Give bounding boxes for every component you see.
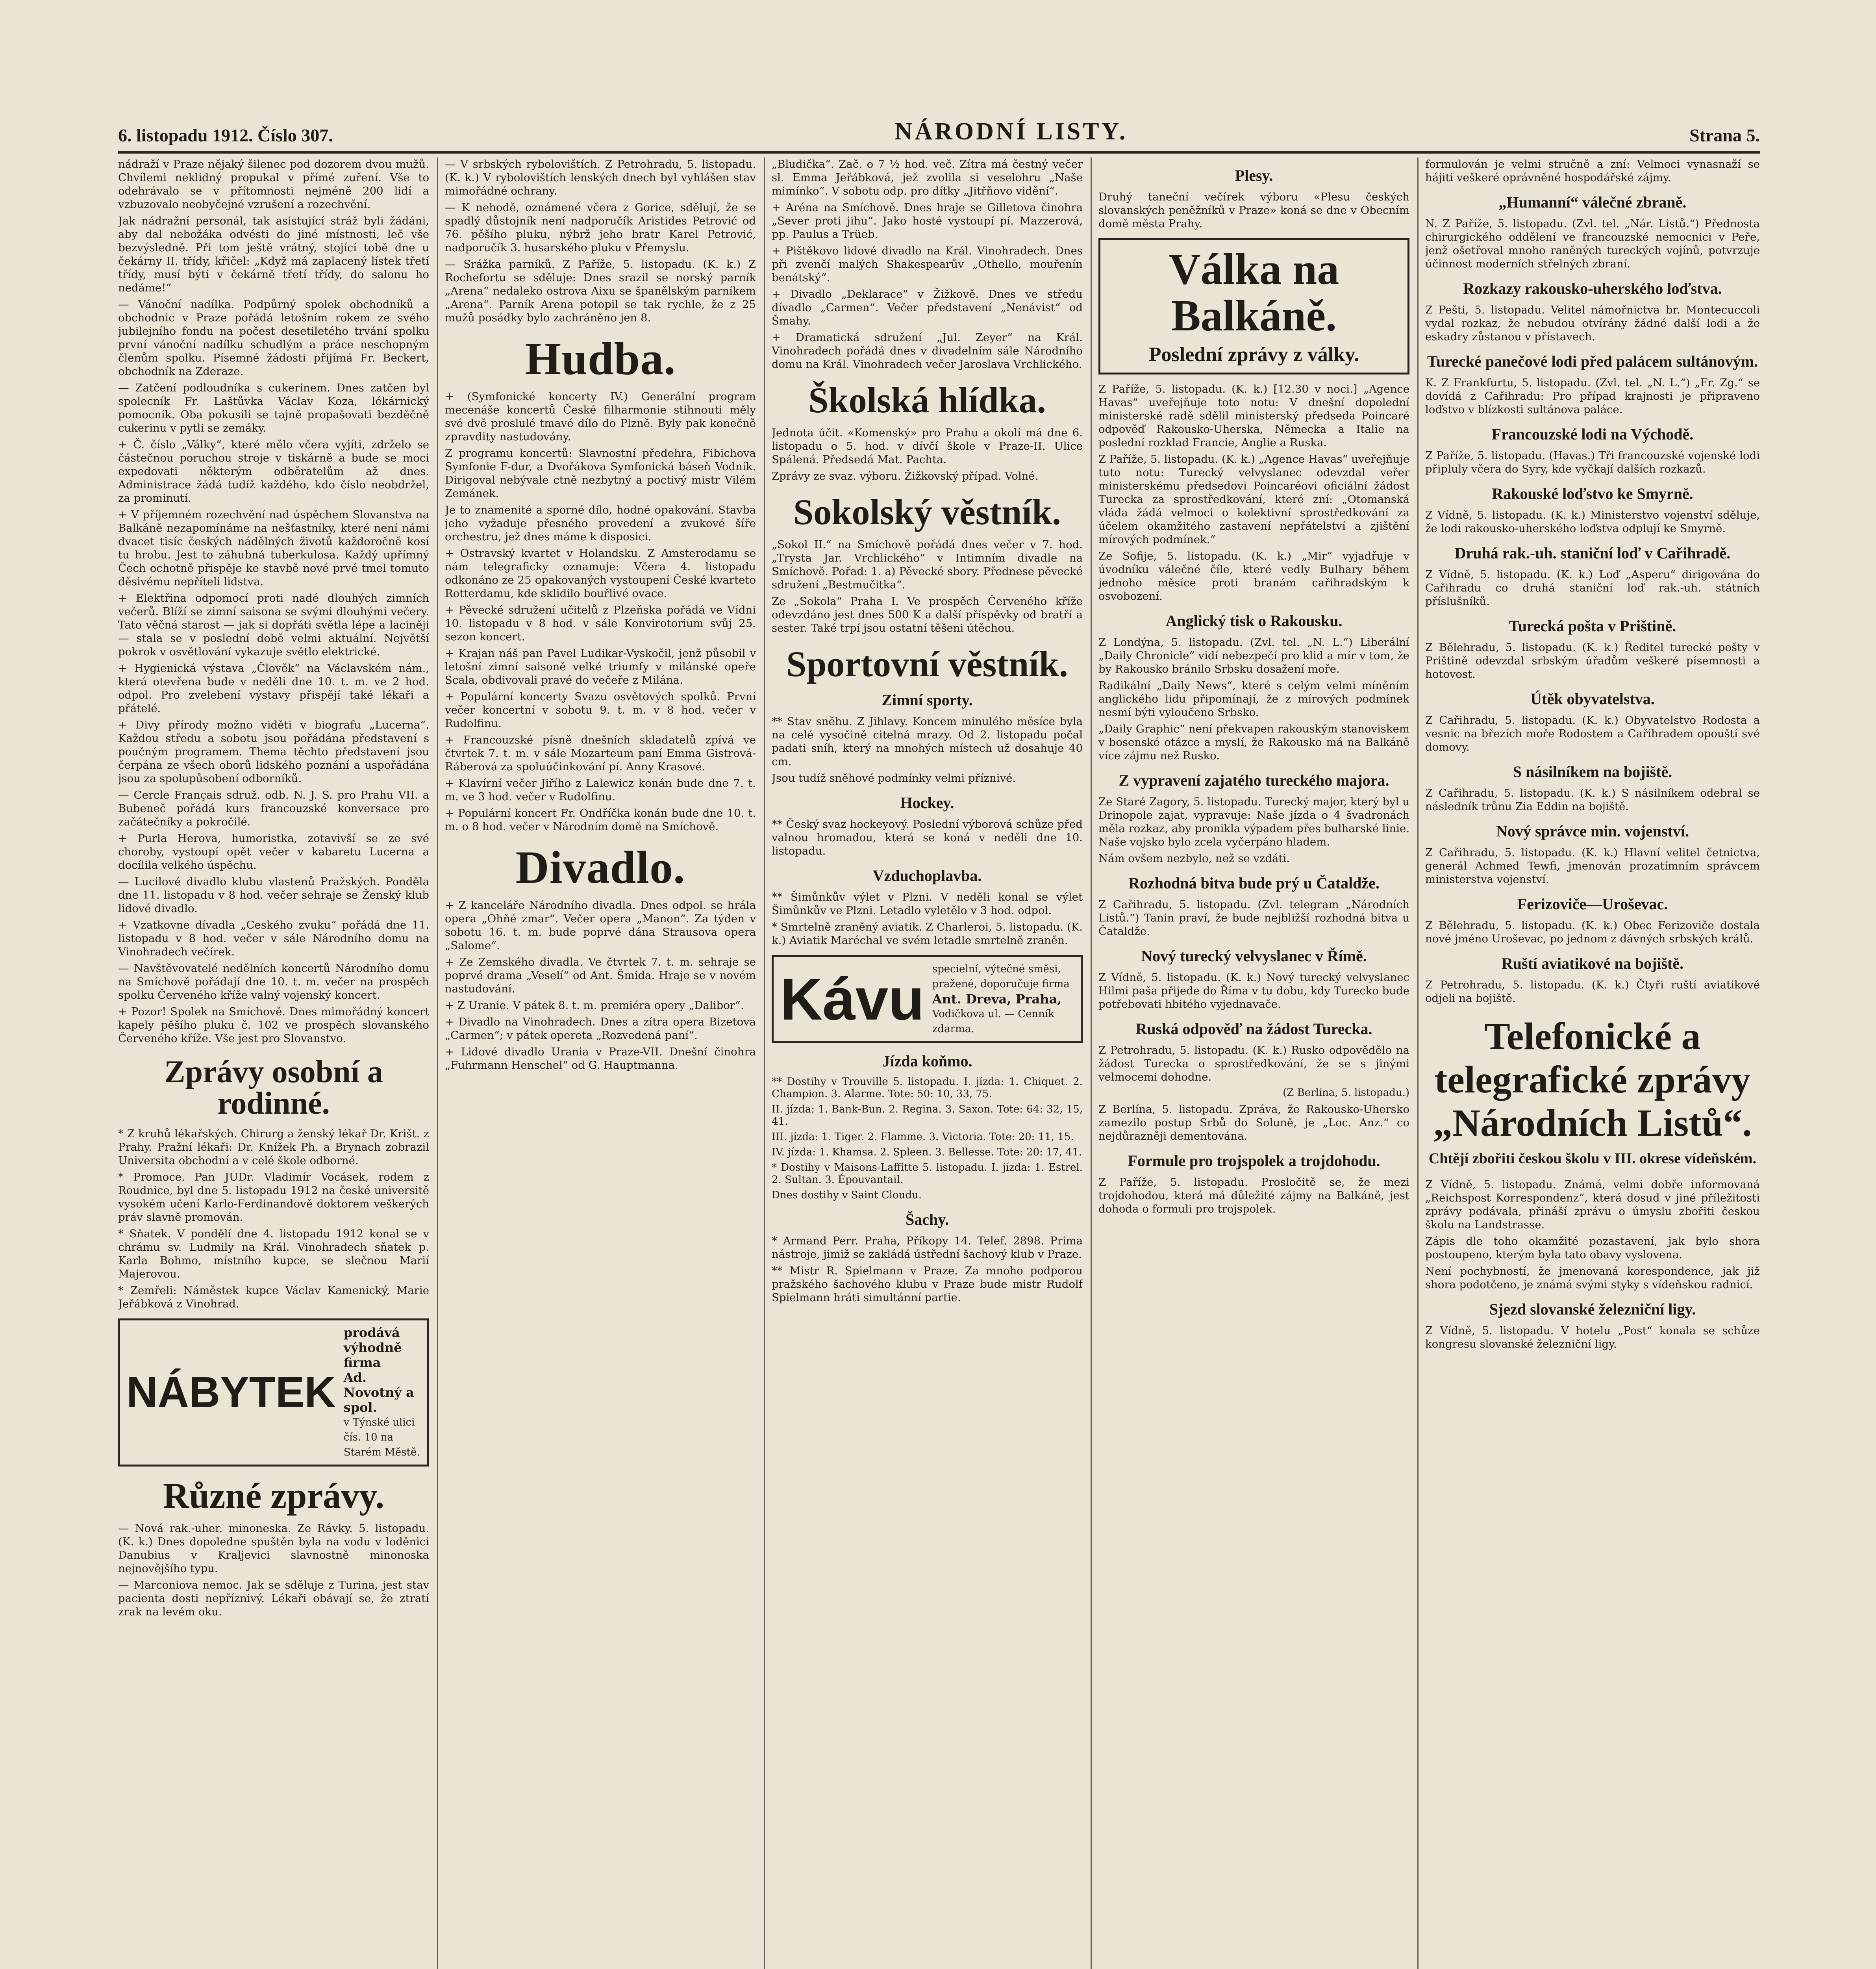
coffee-advertisement <box>772 955 1083 1043</box>
ad-text: Vodičkova ul. — Cenník zdarma. <box>932 1008 1054 1035</box>
article-paragraph: „Bludička“. Zač. o 7 ½ hod. več. Zítra má čestný večer sl. Emma Jeřábková, jež zvolila si veselohru „Naše mimínko“. V sobotu odp. pro dítky „Jitřňovo vidění“. <box>772 158 1083 197</box>
article-paragraph: + Pozor! Spolek na Smíchově. Dnes mimořádný koncert kapely pěšího pluku č. 102 ve prospěch slovanského Červeného kříže. Vše jest pro Slovanstvo. <box>118 1005 429 1045</box>
ad-text: Ad. Novotný a spol. <box>343 1370 414 1415</box>
article-paragraph: II. jízda: 1. Bank-Bun. 2. Regina. 3. Saxon. Tote: 64: 32, 15, 41. <box>772 1103 1083 1127</box>
article-paragraph: Z Paříže, 5. listopadu. Prosločitě se, že mezi trojdohodou, která má důležité zájmy na Balkáně, jest dohoda o formuli pro trojspolek. <box>1098 1176 1409 1216</box>
article-paragraph: Z Vídně, 5. listopadu. Známá, velmi dobře informovaná „Reichspost Korrespondenz“, která dosud v jiné příležitosti zprávy podávala, přináší zprávu o úmyslu zbořiti českou školu na Landstrasse. <box>1425 1178 1760 1231</box>
article-paragraph: Z Paříže, 5. listopadu. (K. k.) „Agence Havas“ uveřejňuje tuto notu: Turecký velvyslanec odevzdal veřer ministerskému předsedovi Poincaréovi oficiální žádost Turecka za sprostředkování, které zní: „Otomanská vláda žádá velmoci o kolektivní sprostředkování za účelem okamžitého zastavení nepřátelství a zjištění mírových podmínek.“ <box>1098 453 1409 546</box>
war-headline: Válka na Balkáně. <box>1169 245 1339 340</box>
subheading: Francouzské lodi na Východě. <box>1491 425 1694 443</box>
article-paragraph: Z Petrohradu, 5. listopadu. (K. k.) Rusko odpovědělo na žádost Turecka o sprostředkování, že se s jinými velmocemi dohodne. <box>1098 1044 1409 1084</box>
article-paragraph: + Pěvecké sdružení učitelů z Plzeňska pořádá ve Vídni 10. listopadu v 8 hod. v sále Konvirotorium svůj 25. sezon koncert. <box>445 604 756 643</box>
article-paragraph: Z Cařihradu, 5. listopadu. (Zvl. telegram „Národních Listů.“) Tanin praví, že bude nejbližší rozhodná bitva u Čataldže. <box>1098 898 1409 938</box>
article-paragraph: Z Paříže, 5. listopadu. (K. k.) [12.30 v noci.] „Agence Havas“ uveřejňuje toto notu: V dnešní dopolední ministerské radě sdělil ministerský předseda Poincaré odpověď Rakousko-Uherska, Německa a Italie na poslední rozklad Francie, Anglie a Ruska. <box>1098 383 1409 449</box>
ad-text: specielní, výtečné směsi, pražené, doporučuje firma <box>932 963 1070 990</box>
subheading: Šachy. <box>905 1211 949 1228</box>
article-paragraph: Zápis dle toho okamžité pozastavení, jak bylo shora postoupeno, kterým byla tato obavy vyslovena. <box>1425 1235 1760 1261</box>
article-paragraph: Druhý taneční večírek výboru «Plesu českých slovanských peněžníků v Praze» koná se dne v Obecním domě města Prahy. <box>1098 191 1409 230</box>
section-heading-misc: Různé zprávy. <box>163 1476 385 1516</box>
article-paragraph: Ze „Sokola“ Praha I. Ve prospěch Červeného kříže odevzdáno jest dnes 500 K a další příspěvky od bratří a sester. Také trpí jsou ostatní těšeni útěchou. <box>772 595 1083 634</box>
article-paragraph: — Srážka parníků. Z Paříže, 5. listopadu. (K. k.) Z Rochefortu se sděluje: Dnes srazil se norský parník „Arena“ nedaleko ostrova Aixu se španělským parníkem „Arena“. Parník Arena potopil se tak rychle, že z 25 mužů posádky bylo zachráněno jen 8. <box>445 258 756 324</box>
subheading: Ferizoviče—Uroševac. <box>1517 895 1668 913</box>
article-paragraph: + Č. číslo „Války“, které mělo včera vyjíti, zdrželo se částečnou poruchou stroje v tiskárně a bude se moci expedovati některým odběratelům až dnes. Administrace žádá tudíž každého, kdo číslo neobdržel, za prominutí. <box>118 438 429 504</box>
article-paragraph: Radikální „Daily News“, které s celým velmi míněním anglického lidu připomínají, že z mírových podmínek nesmí býti vyloučeno Srbsko. <box>1098 679 1409 719</box>
column-3 <box>772 158 1083 1969</box>
telegraph-subtitle: Chtějí zbořiti českou školu v III. okrese vídeňském. <box>1428 1150 1757 1167</box>
page-number: Strana 5. <box>1689 125 1760 145</box>
article-paragraph: Z Cařihradu, 5. listopadu. (K. k.) S násilníkem odebral se následník trůnu Zia Eddin na bojiště. <box>1425 787 1760 813</box>
article-paragraph: + Ze Zemského divadla. Ve čtvrtek 7. t. m. sehraje se poprvé drama „Veselí“ od Ant. Šmida. Hraje se v novém nastudování. <box>445 956 756 995</box>
article-paragraph: Z Vídně, 5. listopadu. (K. k.) Ministerstvo vojenství sděluje, že lodi rakousko-uherského loďstva odplují ke Smyrně. <box>1425 509 1760 535</box>
column-divider <box>1091 158 1092 1969</box>
article-paragraph: — Lucilové divadlo klubu vlastenů Pražských. Ponděla dne 11. listopadu v 8 hod. večer sehraje se Ženský klub lidové divadlo. <box>118 875 429 915</box>
section-heading-theatre: Divadlo. <box>515 842 685 893</box>
subheading: Anglický tisk o Rakousku. <box>1165 612 1343 630</box>
subheading: Ruští aviatikové na bojiště. <box>1501 955 1684 972</box>
issue-date: 6. listopadu 1912. Číslo 307. <box>118 125 333 145</box>
article-paragraph: Je to znamenité a sporné dílo, hodné opakování. Stavba jeho vyžaduje přesného provedení a zvukové šíře orchestru, jež dnes máme k disposici. <box>445 504 756 543</box>
article-paragraph: Z Londýna, 5. listopadu. (Zvl. tel. „N. L.“) Liberální „Daily Chronicle“ vidí nebezpečí pro klid a mír v tom, že by Rakousko bránilo Srbsku dosažení moře. <box>1098 636 1409 676</box>
article-paragraph: Z Vídně, 5. listopadu. (K. k.) Nový turecký velvyslanec Hilmi paša přijede do Říma v tu dobu, kdy Turecko bude potřebovati hbitého vyjednavače. <box>1098 971 1409 1011</box>
article-paragraph: „Daily Graphic“ není překvapen rakouským stanoviskem v bosenské otázce a myslí, že Rakousko má na Balkáně více zájmu než Rusko. <box>1098 723 1409 762</box>
article-paragraph: + Divadlo „Deklarace“ v Žižkově. Dnes ve středu dívadlo „Carmen“. Večer představení „Nenávist“ od Šmahy. <box>772 288 1083 327</box>
subheading: Plesy. <box>1235 167 1273 184</box>
article-paragraph: — Vánoční nadílka. Podpůrný spolek obchodníků a obchodnic v Praze pořádá letošním rokem ze svého jubilejního fondu na počest desetiletého trvání spolku první vánoční nadílku schudlým a práce neschopným členům spolku. Písemné žádosti přijímá Fr. Beckert, obchodník na Zderaze. <box>118 298 429 378</box>
war-subheadline: Poslední zprávy z války. <box>1148 343 1359 366</box>
article-paragraph: ** Mistr R. Spielmann v Praze. Za mnoho podporou pražského šachového klubu v Praze bude mistr Rudolf Spielmann hráti simultánní partie. <box>772 1264 1083 1304</box>
article-paragraph: ** Český svaz hockeyový. Poslední výborová schůze před valnou hromadou, která se koná v neděli dne 10. listopadu. <box>772 818 1083 857</box>
article-paragraph: * Armand Perr. Praha, Příkopy 14. Telef. 2898. Prima nástroje, jimiž se zakládá ústřední šachový klub v Praze. <box>772 1235 1083 1261</box>
subheading: Nový správce min. vojenství. <box>1496 822 1689 840</box>
article-paragraph: Jsou tudíž sněhové podmínky velmi příznivé. <box>772 772 1016 784</box>
subheading: Zimní sporty. <box>882 691 973 709</box>
article-paragraph: — Zatčení podloudníka s cukerinem. Dnes zatčen byl spolecník Fr. Laštůvka Václav Koza, lékárnický pomocník. Oba pokusili se tajně propašovati bezděčně cukerinu v pytli se zemáky. <box>118 382 429 434</box>
article-paragraph: * Z kruhů lékařských. Chirurg a ženský lékař Dr. Krišt. z Prahy. Pražní lékaři: Dr. Knížek Ph. a Brynach zobrazil Universita obchodní a v celé škole odborné. <box>118 1127 429 1167</box>
column-divider <box>1417 158 1419 1969</box>
article-paragraph: Dnes dostihy v Saint Cloudu. <box>772 1189 922 1201</box>
article-paragraph: + Populární koncerty Svazu osvětových spolků. První večer koncertní v sobotu 9. t. m. v 8 hod. večer v Rudolfinu. <box>445 690 756 730</box>
subheading: Rakouské loďstvo ke Smyrně. <box>1492 485 1693 502</box>
subheading: Turecká pošta v Prištině. <box>1509 617 1676 635</box>
section-heading-school: Školská hlídka. <box>808 380 1046 420</box>
column-1 <box>118 158 429 1969</box>
subheading: Nový turecký velvyslanec v Římě. <box>1141 947 1367 965</box>
dateline: (Z Berlína, 5. listopadu.) <box>1283 1087 1409 1099</box>
article-paragraph: — Cercle Français sdruž. odb. N. J. S. pro Prahu VII. a Bubeneč pořádá kurs francouzské konversace pro začátečníky a pokročilé. <box>118 789 429 828</box>
ad-text: Ant. Dreva, Praha, <box>932 992 1062 1007</box>
article-paragraph: Z Bělehradu, 5. listopadu. (K. k.) Obec Ferizoviče dostala nové jméno Uroševac, po jednom z dávných srbských králů. <box>1425 919 1760 945</box>
article-paragraph: — K nehodě, oznámené včera z Gorice, sdělují, že se spadlý důstojník není nadporučík Aristides Petrović od 76. pěšího pluku, nýbrž jeho bratr Karel Petrović, nadporučík 3. husarského pluku v Přemyslu. <box>445 201 756 254</box>
article-paragraph: + Hygienická výstava „Člověk“ na Václavském nám., která otevřena bude v neděli dne 10. t. m. ve 2 hod. odpol. Pro zvelebení výstavy přispějí také lékaři a přátelé. <box>118 662 429 715</box>
article-paragraph: * Smrtelně zraněný aviatik. Z Charleroi, 5. listopadu. (K. k.) Aviatik Maréchal ve svém letadle smrtelně zraněn. <box>772 921 1083 947</box>
article-paragraph: + Populární koncert Fr. Ondříčka konán bude dne 10. t. m. o 8 hod. večer v Národním domě na Smíchově. <box>445 807 756 833</box>
article-paragraph: + Klavírní večer Jiřího z Lalewicz konán bude dne 7. t. m. ve 3 hod. večer v Rudolfinu. <box>445 777 756 803</box>
article-paragraph: N. Z Paříže, 5. listopadu. (Zvl. tel. „Nár. Listů.“) Přednosta chirurgického oddělení ve francouzské nemocnici v Peře, jenž ošetřoval mnoho raněných tureckých vojínů, potvrzuje účinnost moderních střelných zbraní. <box>1425 217 1760 270</box>
article-paragraph: — Navštěvovatelé nedělních koncertů Národního domu na Smíchově pořádají dne 10. t. m. večer na prospěch spolku Červeného kříže valný vojenský koncert. <box>118 962 429 1001</box>
article-paragraph: IV. jízda: 1. Khamsa. 2. Spleen. 3. Bellesse. Tote: 20: 17, 41. <box>772 1146 1082 1158</box>
column-5 <box>1425 158 1760 1969</box>
article-paragraph: Z Pešti, 5. listopadu. Velitel námořnictva br. Montecuccoli vydal rozkaz, že nebudou otvírány žádné další lodi a že eskadry zůstanou v přístavech. <box>1425 304 1760 343</box>
article-paragraph: Z Vídně, 5. listopadu. V hotelu „Post“ konala se schůze kongresu slovanské železniční ligy. <box>1425 1324 1760 1351</box>
article-paragraph: Z programu koncertů: Slavnostní předehra, Fibichova Symfonie F-dur, a Dvořákova Symfonická báseň Vodník. Dirigoval nebývale ctně nezbytný a poctivý mistr Vilém Zemánek. <box>445 447 756 500</box>
subheading: Z vypravení zajatého tureckého majora. <box>1119 771 1389 790</box>
newspaper-title: NÁRODNÍ LISTY. <box>894 118 1128 145</box>
ad-headline: Kávu <box>780 966 924 1032</box>
column-divider <box>764 158 765 1969</box>
article-paragraph: Z Paříže, 5. listopadu. (Havas.) Tři francouzské vojenské lodi připluly včera do Syry, kde vyčkají dalších rozkazů. <box>1425 449 1760 475</box>
subheading: Rozkazy rakousko-uherského loďstva. <box>1463 280 1722 297</box>
article-paragraph: Není pochybností, že jmenovaná korespondence, jak již shora podotčeno, je známá svými styky s vídeňskou radnicí. <box>1425 1265 1760 1291</box>
telegraph-title: Telefonické a telegrafické zprávy „Národních Listů“. <box>1433 1015 1752 1144</box>
subheading: Ruská odpověď na žádost Turecka. <box>1135 1020 1372 1038</box>
article-paragraph: formulován je velmi stručně a zní: Velmoci vynasnaží se hájiti veškeré oprávněné hospodářské zájmy. <box>1425 158 1760 184</box>
article-paragraph: * Zemřeli: Náměstek kupce Václav Kamenický, Marie Jeřábková z Vinohrad. <box>118 1284 429 1310</box>
section-heading-sokol: Sokolský věstník. <box>793 492 1061 532</box>
article-paragraph: Z Cařihradu, 5. listopadu. (K. k.) Hlavní velitel četnictva, generál Achmed Tewfi, jmenován prozatímním správcem ministerstva vojenství. <box>1425 846 1760 886</box>
telegraph-section-heading <box>1425 1015 1760 1168</box>
section-heading-music: Hudba. <box>525 333 676 384</box>
article-paragraph: + Z Uranie. V pátek 8. t. m. premiéra opery „Dalibor“. <box>445 999 744 1012</box>
article-paragraph: ** Dostihy v Trouville 5. listopadu. I. jízda: 1. Chiquet. 2. Champion. 3. Alarme. Tote: 50: 10, 33, 75. <box>772 1076 1083 1100</box>
article-paragraph: + Ostravský kvartet v Holandsku. Z Amsterodamu se nám telegraficky oznamuje: Včera 4. listopadu odkonáno ze 25 opakovaných vystoupení České kvarteto Rotterdamu, kde sklidilo bouřlivé ovace. <box>445 547 756 600</box>
article-paragraph: III. jízda: 1. Tiger. 2. Flamme. 3. Victoria. Tote: 20: 11, 15. <box>772 1131 1074 1143</box>
article-paragraph: + Francouzské písně dnešních skladatelů zpívá ve čtvrtek 7. t. m. v sále Mozarteum paní Emma Gistrová-Ráberová za spoluúčinkování pí. Anny Krasové. <box>445 734 756 773</box>
article-paragraph: + Divadlo na Vinohradech. Dnes a zítra opera Bizetova „Carmen“; v pátek opereta „Rozvedená paní“. <box>445 1016 756 1042</box>
article-paragraph: + Elektřina odpomocí proti nadé dlouhých zimních večerů. Blíží se zimní saisona se svými dlouhými večery. Tato věčná starost — jak si dopřáti světla lépe a laciněji — stala se v poslední době velmi aktuální. Největší pokrok v osvětlování vykazuje světlo elektrické. <box>118 592 429 658</box>
subheading: Sjezd slovanské železniční ligy. <box>1489 1300 1696 1318</box>
ad-text: prodává výhodně firma <box>343 1325 402 1370</box>
furniture-advertisement <box>118 1318 429 1467</box>
article-paragraph: + V příjemném rozechvění nad úspěchem Slovanstva na Balkáně nezapomínáme na nešťastníky, které není námi dvacet tisíc českých nádělných životů každoročně kosí tu hrobu. Jest to záhubná tuberkulosa. Každý upřímný Čech ochotně přispěje ke stavbě nové prvé tmel tomuto děsivému nepříteli lidstva. <box>118 508 429 588</box>
subheading: Rozhodná bitva bude prý u Čataldže. <box>1128 874 1380 892</box>
war-headline-box <box>1098 238 1409 375</box>
article-paragraph: — Nová rak.-uher. minoneska. Ze Rávky. 5. listopadu. (K. k.) Dnes dopoledne spuštěn byla na vodu v loděnici Danubius v Kraljevici slavnostně minonoska nejnovějšího typu. <box>118 1522 429 1575</box>
article-paragraph: ** Šimůnkův výlet v Plzni. V neděli konal se výlet Šimůnkův ve Plzni. Letadlo vyletělo v 3 hod. odpol. <box>772 891 1083 917</box>
article-paragraph: * Dostihy v Maisons-Laffitte 5. listopadu. I. jízda: 1. Estrel. 2. Sultan. 3. Épouvantail. <box>772 1162 1083 1186</box>
article-paragraph: Z Vídně, 5. listopadu. (K. k.) Loď „Asperu“ dirigována do Cařihradu co druhá staniční loď rak.-uh. státních příslušníků. <box>1425 568 1760 608</box>
subheading: Hockey. <box>900 794 954 812</box>
subheading: Jízda koňmo. <box>882 1052 972 1070</box>
article-paragraph: „Sokol II.“ na Smíchově pořádá dnes večer v 7. hod. „Trysta Jar. Vrchlického“ v Intimním divadle na Smíchově. Pořad: 1. a) Pěvecké sbory. Přednese pěvecké sdružení „Bestmučitka“. <box>772 538 1083 591</box>
article-paragraph: Nám ovšem nezbylo, než se vzdáti. <box>1098 852 1290 865</box>
article-paragraph: + Lidové divadlo Urania v Praze-VII. Dnešní činohra „Fuhrmann Henschel“ od G. Hauptmanna. <box>445 1046 756 1072</box>
subheading: Druhá rak.-uh. staniční loď v Cařihradě. <box>1454 544 1731 562</box>
article-paragraph: + (Symfonické koncerty IV.) Generální program mecenáše koncertů České filharmonie stihnouti měly své dvě proslulé tmavé dílo do Plzně. Byly pak konečně zpravdity nastudovány. <box>445 390 756 443</box>
article-paragraph: + Aréna na Smíchově. Dnes hraje se Gilletova činohra „Sever proti jihu“. Jako hosté vystoupí pí. Mazzerová, pp. Paulus a Trüeb. <box>772 201 1083 241</box>
subheading: Turecké panečové lodi před palácem sultánovým. <box>1427 352 1758 370</box>
subheading: Vzduchoplavba. <box>872 867 982 884</box>
article-paragraph: * Sňatek. V pondělí dne 4. listopadu 1912 konal se v chrámu sv. Ludmily na Král. Vinohradech sňatek p. Karla Bohmo, místního kupce, se slečnou Marií Majerovou. <box>118 1227 429 1280</box>
article-paragraph: — Marconiova nemoc. Jak se sděluje z Turina, jest stav pacienta dosti nepříznivý. Lékaři obávají se, že ztratí zrak na levém oku. <box>118 1579 429 1618</box>
article-paragraph: Z Bělehradu, 5. listopadu. (K. k.) Ředitel turecké pošty v Prištině odevzdal srbským úřadům veškeré písemnosti a hotovost. <box>1425 641 1760 680</box>
ad-text: v Týnské ulici čís. 10 na Starém Městě. <box>343 1416 420 1458</box>
article-paragraph: Zprávy ze svaz. výboru. Žižkovský případ. Volné. <box>772 470 1039 482</box>
article-paragraph: + Dramatická sdružení „Jul. Zeyer“ na Král. Vinohradech pořádá dnes v divadelním sále Národního domu na Král. Vinohradech večer Jaroslava Vrchlického. <box>772 331 1083 371</box>
article-paragraph: + Divy přírody možno viděti v biografu „Lucerna“. Každou středu a sobotu jsou pořádána představení s poučným programem. Thema těchto představení jsou čerpána ze všech oborů lidského poznání a uspořádána jsou za spolupůsobení odborníků. <box>118 719 429 785</box>
column-4 <box>1098 158 1409 1969</box>
section-heading-sport: Sportovní věstník. <box>786 644 1068 684</box>
article-paragraph: Jak nádražní personál, tak asistující stráž byli žádáni, aby dal nebožáka odvésti do jiné místnosti, leč vše bezvýsledně. Při tom ještě vrátný, stojící tobě dne u čekárny II. třídy, křičel: „Když má zaplacený lístek třetí třídy, musí býti v čekárně třetí třídy, do salonu ho nedáme!“ <box>118 215 429 294</box>
article-paragraph: Ze Staré Zagory, 5. listopadu. Turecký major, který byl u Drinopole zajat, vypravuje: Naše jízda o 4 švadronách měla rozkaz, aby pronikla výpadem přes bulharské linie. Naše vojsko bylo zcela vyčerpáno hladem. <box>1098 795 1409 849</box>
column-divider <box>437 158 438 1969</box>
article-paragraph: + Purla Herova, humoristka, zotavivší se ze své choroby, vystoupí opět večer v kabaretu Lucerna a docílila velkého úspěchu. <box>118 832 429 871</box>
article-paragraph: Jednota účit. «Komenský» pro Prahu a okolí má dne 6. listopadu o 5. hod. v dívčí škole v Praze-II. Ulice Spálená. Předsedá Mat. Pachta. <box>772 426 1083 466</box>
subheading: „Humanní“ válečné zbraně. <box>1498 193 1687 211</box>
subheading: S násilníkem na bojiště. <box>1513 763 1672 781</box>
article-paragraph: K. Z Frankfurtu, 5. listopadu. (Zvl. tel. „N. L.“) „Fr. Zg.“ se dovídá z Cařihradu: Pro případ krajnosti je připraveno loďstvo v blízkosti sultánova paláce. <box>1425 376 1760 416</box>
ad-headline: NÁBYTEK <box>126 1368 336 1416</box>
article-paragraph: ** Stav sněhu. Z Jihlavy. Koncem minulého měsíce byla na celé vysočině citelná mrazy. Od 2. listopadu počal padati sníh, který na mnohých místech už dosahuje 40 cm. <box>772 715 1083 768</box>
subheading: Útěk obyvatelstva. <box>1530 690 1655 708</box>
article-paragraph: + Krajan náš pan Pavel Ludikar-Vyskočil, jenž působil v letošní zimní saisoně velké triumfy v milánské opeře Scala, obdivovali pravé do večeře z Milána. <box>445 647 756 686</box>
article-paragraph: Z Berlína, 5. listopadu. Zpráva, že Rakousko-Uhersko zamezilo postup Srbů do Soluně, je „Loc. Anz.“ co nejdůrazněji dementována. <box>1098 1103 1409 1143</box>
article-paragraph: + Vzatkovne dívadla „Ceského zvuku“ pořádá dne 11. listopadu v 8 hod. večer v sále Národního domu na Vinohradech večírek. <box>118 919 429 958</box>
subheading: Formule pro trojspolek a trojdohodu. <box>1128 1152 1380 1170</box>
masthead-bar <box>118 98 1760 154</box>
column-2 <box>445 158 756 1969</box>
article-paragraph: + Pištěkovo lidové divadlo na Král. Vinohradech. Dnes při zvenčí malých Shakespearův „Othello, mouřenín benátský“. <box>772 245 1083 284</box>
article-paragraph: — V srbských rybolovištích. Z Petrohradu, 5. listopadu. (K. k.) V rybolovištích lenských dnech byl vyhlášen stav mimořádné ochrany. <box>445 158 756 197</box>
article-paragraph: Z Cařihradu, 5. listopadu. (K. k.) Obyvatelstvo Rodosta a vesnic na březích moře Rodostem a Cařihradem opouští své domovy. <box>1425 714 1760 753</box>
article-paragraph: * Promoce. Pan JUDr. Vladimír Vocásek, rodem z Roudnice, byl dne 5. listopadu 1912 na české universitě vysokém učení Karlo-Ferdinandově doktorem veškerých práv slavně promován. <box>118 1171 429 1224</box>
article-paragraph: nádraží v Praze nějaký šilenec pod dozorem dvou mužů. Chvílemi neklidný propukal v přímé zuření. Vše to odehrávalo se v přítomnosti nejméně 200 lidí a vzbuzovalo neobyčejné vzrušení a rozechvění. <box>118 158 429 211</box>
article-paragraph: Z Petrohradu, 5. listopadu. (K. k.) Čtyři ruští aviatikové odjeli na bojiště. <box>1425 979 1760 1005</box>
section-heading-personal: Zprávy osobní a rodinné. <box>164 1055 383 1121</box>
article-paragraph: Ze Sofije, 5. listopadu. (K. k.) „Mir“ vyjadřuje v úvodníku válečné číle, které vedly Bulhary během jednoho měsíce proti branám cařihradským k osvobození. <box>1098 550 1409 603</box>
article-paragraph: + Z kanceláře Národního divadla. Dnes odpol. se hrála opera „Ohňé zmar“. Večer opera „Manon“. Za týden v sobotu 16. t. m. bude poprvé dána Strausova opera „Salome“. <box>445 899 756 952</box>
